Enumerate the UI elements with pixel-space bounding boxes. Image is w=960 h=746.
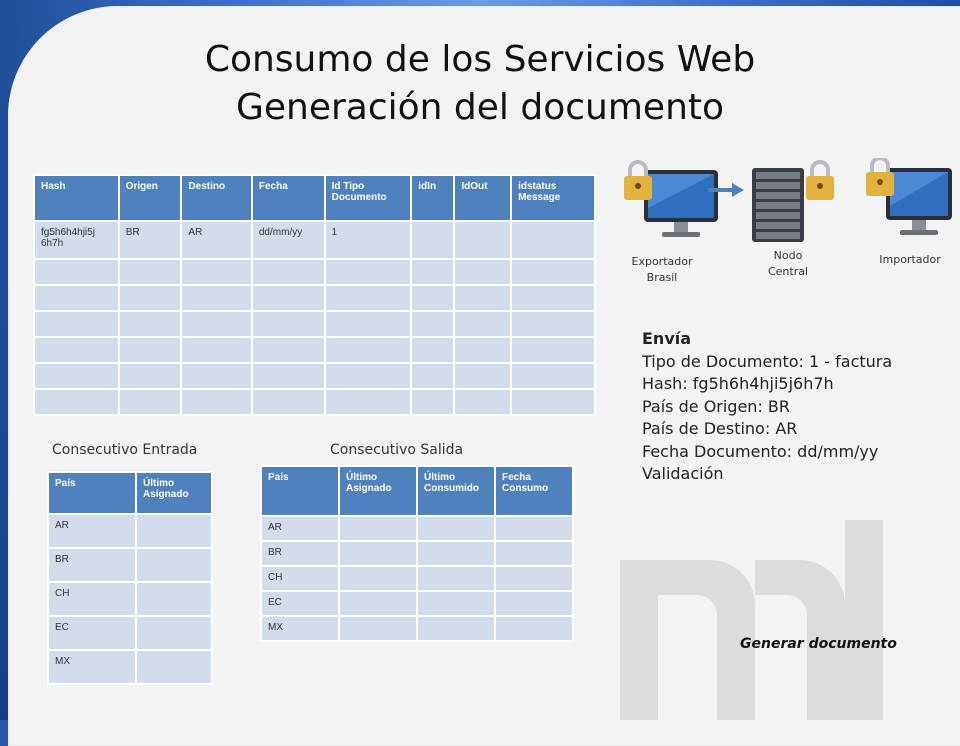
table-cell <box>35 338 118 362</box>
server-lock-icon <box>752 162 834 242</box>
table-row <box>35 390 594 414</box>
table-row <box>35 222 594 258</box>
table-cell <box>182 338 250 362</box>
node-central-label: Nodo Central <box>767 249 809 278</box>
send-info-line: Validación <box>642 464 724 483</box>
table-cell <box>326 286 411 310</box>
table-row <box>262 592 572 615</box>
table-cell <box>412 390 453 414</box>
table-cell <box>120 364 181 388</box>
table-cell <box>455 286 510 310</box>
column-header: idstatus Message <box>512 176 594 220</box>
column-header: Fecha Consumo <box>496 467 572 515</box>
table-cell: CH <box>49 583 135 615</box>
table-cell <box>455 312 510 336</box>
table-cell <box>418 567 494 590</box>
table-cell <box>512 260 594 284</box>
send-info <box>642 328 892 486</box>
column-header: Destino <box>182 176 250 220</box>
table-cell <box>412 338 453 362</box>
column-header: Último Asignado <box>340 467 416 515</box>
column-header: Último Consumido <box>418 467 494 515</box>
table-cell <box>182 286 250 310</box>
table-cell: BR <box>49 549 135 581</box>
monitor-lock-icon <box>624 162 718 237</box>
table-cell <box>512 312 594 336</box>
table-row <box>262 542 572 565</box>
documents-table <box>33 174 596 416</box>
table-row <box>49 651 211 683</box>
title-line-1: Consumo de los Servicios Web <box>204 39 756 80</box>
node-diagram <box>618 158 958 248</box>
column-header: IdOut <box>455 176 510 220</box>
table-header-row <box>35 176 594 220</box>
table-cell: fg5h6h4hji5j 6h7h <box>35 222 118 258</box>
table-row <box>262 517 572 540</box>
table-cell <box>455 390 510 414</box>
column-header: Id Tipo Documento <box>326 176 411 220</box>
table-cell <box>412 222 453 258</box>
table-cell <box>253 390 324 414</box>
table-cell <box>182 390 250 414</box>
table-cell <box>182 364 250 388</box>
table-cell <box>418 617 494 640</box>
send-info-heading: Envía <box>642 329 692 348</box>
table-cell <box>35 260 118 284</box>
table-cell <box>326 338 411 362</box>
mh-logo-watermark <box>620 520 920 720</box>
table-cell <box>35 364 118 388</box>
table-cell <box>340 592 416 615</box>
table-cell: AR <box>182 222 250 258</box>
salida-caption: Consecutivo Salida <box>330 442 464 458</box>
table-cell <box>120 312 181 336</box>
table-cell <box>418 542 494 565</box>
table-cell <box>455 260 510 284</box>
column-header: Origen <box>120 176 181 220</box>
table-cell <box>253 312 324 336</box>
table-cell <box>35 390 118 414</box>
table-cell <box>35 312 118 336</box>
table-header-row <box>262 467 572 515</box>
table-cell <box>253 338 324 362</box>
table-row <box>49 515 211 547</box>
table-cell <box>326 312 411 336</box>
column-header: País <box>262 467 338 515</box>
table-cell <box>496 567 572 590</box>
table-cell: CH <box>262 567 338 590</box>
table-cell <box>512 338 594 362</box>
table-row <box>49 549 211 581</box>
table-cell <box>137 651 211 683</box>
table-cell <box>253 364 324 388</box>
table-cell <box>340 542 416 565</box>
table-cell <box>137 515 211 547</box>
table-cell <box>340 517 416 540</box>
table-cell <box>496 542 572 565</box>
table-cell <box>512 222 594 258</box>
table-cell <box>326 260 411 284</box>
column-header: Fecha <box>253 176 324 220</box>
table-cell <box>455 338 510 362</box>
table-row <box>49 583 211 615</box>
table-cell <box>412 286 453 310</box>
table-cell <box>182 260 250 284</box>
table-cell: EC <box>262 592 338 615</box>
table-row <box>262 617 572 640</box>
table-cell: AR <box>49 515 135 547</box>
table-cell <box>137 583 211 615</box>
table-cell: dd/mm/yy <box>253 222 324 258</box>
table-cell <box>496 517 572 540</box>
slide-title <box>0 36 960 132</box>
table-cell: EC <box>49 617 135 649</box>
table-cell: MX <box>49 651 135 683</box>
table-cell <box>137 617 211 649</box>
table-cell <box>253 260 324 284</box>
table-cell <box>326 390 411 414</box>
table-cell: BR <box>262 542 338 565</box>
table-cell <box>35 286 118 310</box>
table-row <box>35 260 594 284</box>
table-row <box>35 286 594 310</box>
table-cell <box>412 312 453 336</box>
generate-document-link[interactable]: Generar documento <box>740 636 897 652</box>
send-info-line: Hash: fg5h6h4hji5j6h7h <box>642 374 834 393</box>
send-info-line: Tipo de Documento: 1 - factura <box>642 351 893 371</box>
table-cell: MX <box>262 617 338 640</box>
monitor-lock-icon <box>866 158 952 235</box>
table-cell <box>455 222 510 258</box>
table-header-row <box>49 473 211 513</box>
table-cell <box>512 390 594 414</box>
node-importador-label: Importador <box>879 253 941 266</box>
entrada-caption: Consecutivo Entrada <box>52 442 198 458</box>
table-cell <box>496 592 572 615</box>
table-row <box>35 312 594 336</box>
table-cell <box>253 286 324 310</box>
table-cell: 1 <box>326 222 411 258</box>
send-info-line: País de Destino: AR <box>642 419 798 438</box>
entrada-table <box>47 471 213 685</box>
table-cell <box>340 567 416 590</box>
table-cell: BR <box>120 222 181 258</box>
table-cell <box>340 617 416 640</box>
table-cell <box>455 364 510 388</box>
column-header: Último Asignado <box>137 473 211 513</box>
column-header: Hash <box>35 176 118 220</box>
table-cell <box>182 312 250 336</box>
send-info-line: Fecha Documento: dd/mm/yy <box>642 441 879 461</box>
title-line-2: Generación del documento <box>235 87 725 128</box>
column-header: idIn <box>412 176 453 220</box>
table-cell <box>418 592 494 615</box>
table-cell <box>496 617 572 640</box>
table-cell <box>512 286 594 310</box>
table-cell <box>120 338 181 362</box>
table-cell <box>137 549 211 581</box>
table-row <box>262 567 572 590</box>
table-cell <box>326 364 411 388</box>
table-cell <box>120 286 181 310</box>
column-header: País <box>49 473 135 513</box>
table-row <box>35 338 594 362</box>
table-cell <box>412 260 453 284</box>
table-cell <box>120 390 181 414</box>
table-cell <box>120 260 181 284</box>
salida-table <box>260 465 574 642</box>
node-exportador-label: Exportador Brasil <box>631 255 693 284</box>
table-cell <box>412 364 453 388</box>
table-row <box>35 364 594 388</box>
send-info-line: País de Origen: BR <box>642 396 791 416</box>
table-row <box>49 617 211 649</box>
table-cell <box>512 364 594 388</box>
table-cell <box>418 517 494 540</box>
table-cell: AR <box>262 517 338 540</box>
